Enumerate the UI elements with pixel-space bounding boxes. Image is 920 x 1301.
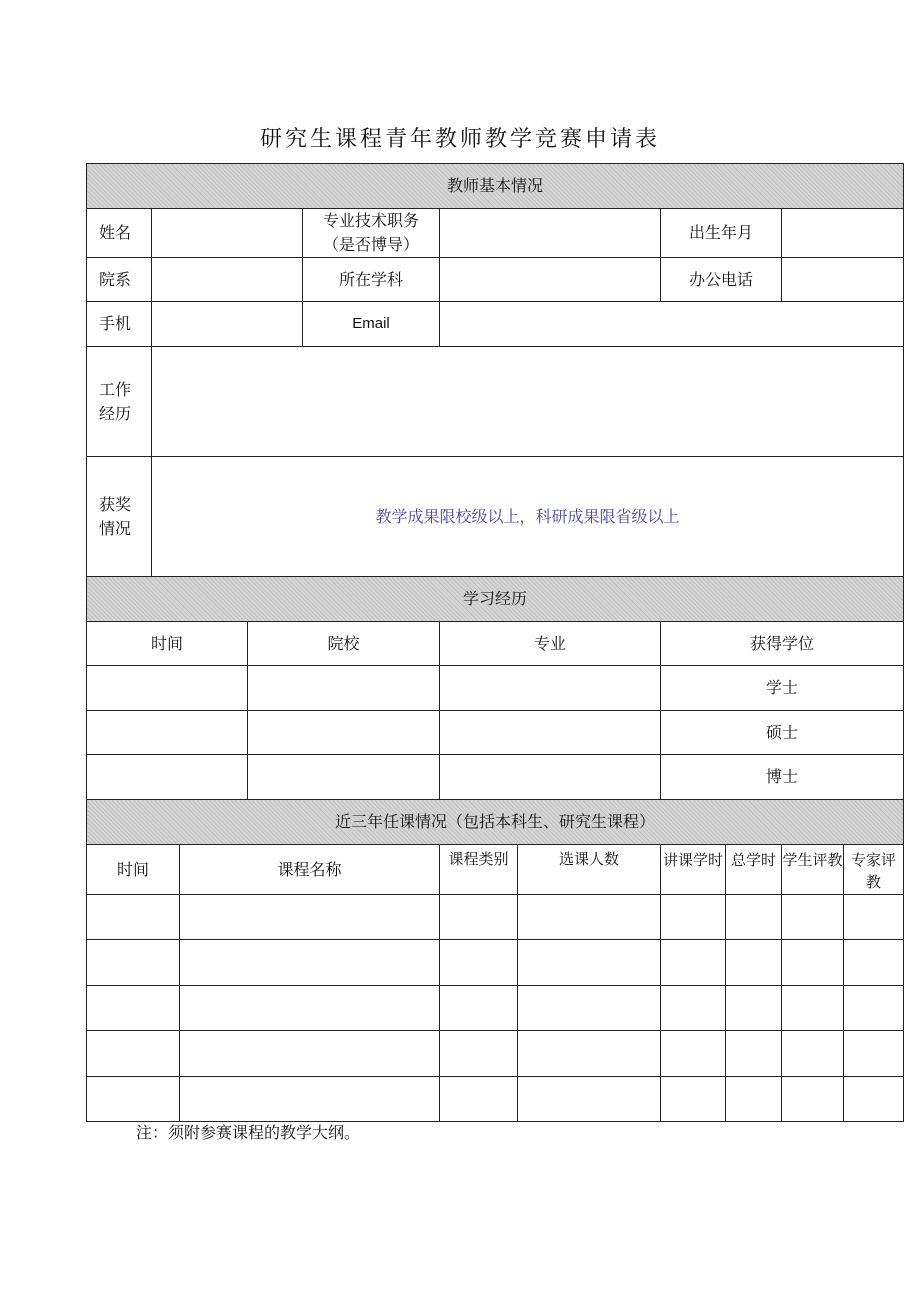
mobile-label: 手机 [87, 302, 152, 347]
course-time-field[interactable] [87, 940, 180, 986]
course-header-enrollment: 选课人数 [558, 850, 619, 868]
course-name-field[interactable] [180, 895, 440, 940]
course-row [87, 1031, 904, 1077]
study-school-field[interactable] [248, 711, 440, 755]
course-enrollment-field[interactable] [518, 1031, 661, 1076]
study-major-field[interactable] [440, 711, 661, 755]
awards-line1: 获奖 [99, 494, 132, 514]
work-experience-line1: 工作 [99, 379, 132, 399]
course-header-lecture-hours: 讲课学时 [661, 845, 726, 895]
course-category-enrollment-field[interactable] [440, 986, 661, 1031]
course-expert-eval-field[interactable] [844, 1077, 904, 1122]
degree-doctor: 博士 [661, 755, 904, 800]
degree-bachelor: 学士 [661, 666, 904, 711]
professional-title-line1: 专业技术职务 [322, 211, 419, 230]
course-category-enrollment-field[interactable] [440, 940, 661, 986]
study-row-doctor [87, 755, 904, 800]
course-time-field[interactable] [87, 895, 180, 940]
course-enrollment-field[interactable] [518, 986, 661, 1030]
course-lecture-hours-field[interactable] [661, 1077, 726, 1122]
course-header-category-label: 课程类别 [440, 845, 518, 894]
course-expert-eval-field[interactable] [844, 1031, 904, 1077]
course-student-eval-field[interactable] [782, 1077, 844, 1122]
section-study-history: 学习经历 [87, 577, 904, 622]
course-category-enrollment-field[interactable] [440, 895, 661, 940]
office-phone-field[interactable] [782, 258, 904, 302]
birth-label: 出生年月 [661, 209, 782, 258]
course-row [87, 895, 904, 940]
course-name-field[interactable] [180, 1077, 440, 1122]
email-label: Email [303, 302, 440, 347]
course-header-name: 课程名称 [180, 845, 440, 895]
course-expert-eval-field[interactable] [844, 895, 904, 940]
course-lecture-hours-field[interactable] [661, 940, 726, 986]
study-row-master [87, 711, 904, 755]
course-subgrid [440, 1077, 660, 1121]
awards-label [87, 457, 152, 577]
work-experience-field[interactable] [152, 347, 904, 457]
course-header-student-eval: 学生评教 [782, 845, 844, 895]
course-student-eval-field[interactable] [782, 895, 844, 940]
course-enrollment-field[interactable] [518, 940, 661, 985]
course-header-category-cell [440, 845, 661, 895]
study-time-field[interactable] [87, 666, 248, 711]
study-header-school: 院校 [248, 622, 440, 666]
course-row [87, 1077, 904, 1122]
professional-title-line2: （是否博导） [322, 235, 419, 254]
office-phone-label: 办公电话 [661, 258, 782, 302]
course-subgrid [440, 940, 660, 985]
discipline-field[interactable] [440, 258, 661, 302]
department-label: 院系 [87, 258, 152, 302]
course-subgrid [440, 986, 660, 1030]
work-experience-label [87, 347, 152, 457]
course-enrollment-field[interactable] [518, 895, 661, 939]
study-time-field[interactable] [87, 755, 248, 800]
course-category-field[interactable] [440, 986, 518, 1030]
study-header-major: 专业 [440, 622, 661, 666]
birth-field[interactable] [782, 209, 904, 258]
awards-line2: 情况 [99, 518, 132, 538]
course-header-expert-eval: 专家评教 [844, 845, 904, 895]
study-time-field[interactable] [87, 711, 248, 755]
course-category-field[interactable] [440, 895, 518, 939]
course-lecture-hours-field[interactable] [661, 895, 726, 940]
course-student-eval-field[interactable] [782, 940, 844, 986]
course-subgrid [440, 895, 660, 939]
course-enrollment-field[interactable] [518, 1077, 661, 1121]
course-name-field[interactable] [180, 1031, 440, 1077]
course-student-eval-field[interactable] [782, 986, 844, 1031]
footnote: 注：须附参赛课程的教学大纲。 [136, 1123, 361, 1142]
course-expert-eval-field[interactable] [844, 940, 904, 986]
degree-master: 硕士 [661, 711, 904, 755]
course-student-eval-field[interactable] [782, 1031, 844, 1077]
awards-field[interactable]: 教学成果限校级以上，科研成果限省级以上 [152, 457, 904, 577]
study-school-field[interactable] [248, 755, 440, 800]
section-course-history: 近三年任课情况（包括本科生、研究生课程） [87, 800, 904, 845]
name-field[interactable] [152, 209, 303, 258]
mobile-field[interactable] [152, 302, 303, 347]
course-header-time: 时间 [87, 845, 180, 895]
course-name-field[interactable] [180, 940, 440, 986]
course-total-hours-field[interactable] [726, 1077, 782, 1122]
course-time-field[interactable] [87, 1077, 180, 1122]
course-lecture-hours-field[interactable] [661, 1031, 726, 1077]
section-basic-info: 教师基本情况 [87, 164, 904, 209]
course-subgrid [440, 1031, 660, 1076]
course-category-field[interactable] [440, 1077, 518, 1121]
course-header-total-hours: 总学时 [726, 845, 782, 895]
discipline-label: 所在学科 [303, 258, 440, 302]
course-category-enrollment-field[interactable] [440, 1077, 661, 1122]
course-expert-eval-field[interactable] [844, 986, 904, 1031]
course-row [87, 940, 904, 986]
professional-title-field[interactable] [440, 209, 661, 258]
course-total-hours-field[interactable] [726, 940, 782, 986]
page-title: 研究生课程青年教师教学竞赛申请表 [259, 127, 660, 152]
application-form-table [86, 163, 904, 1122]
course-time-field[interactable] [87, 986, 180, 1031]
study-major-field[interactable] [440, 666, 661, 711]
course-total-hours-field[interactable] [726, 986, 782, 1031]
course-row [87, 986, 904, 1031]
course-time-field[interactable] [87, 1031, 180, 1077]
course-category-field[interactable] [440, 940, 518, 985]
email-field[interactable] [440, 302, 904, 347]
course-total-hours-field[interactable] [726, 895, 782, 940]
study-row-bachelor [87, 666, 904, 711]
course-header-subgrid [440, 845, 660, 894]
study-header-time: 时间 [87, 622, 248, 666]
professional-title-label [303, 209, 440, 258]
study-header-degree: 获得学位 [661, 622, 904, 666]
study-school-field[interactable] [248, 666, 440, 711]
study-major-field[interactable] [440, 755, 661, 800]
course-lecture-hours-field[interactable] [661, 986, 726, 1031]
name-label: 姓名 [87, 209, 152, 258]
course-category-enrollment-field[interactable] [440, 1031, 661, 1077]
department-field[interactable] [152, 258, 303, 302]
course-category-field[interactable] [440, 1031, 518, 1076]
work-experience-line2: 经历 [99, 403, 132, 423]
course-total-hours-field[interactable] [726, 1031, 782, 1077]
course-name-field[interactable] [180, 986, 440, 1031]
